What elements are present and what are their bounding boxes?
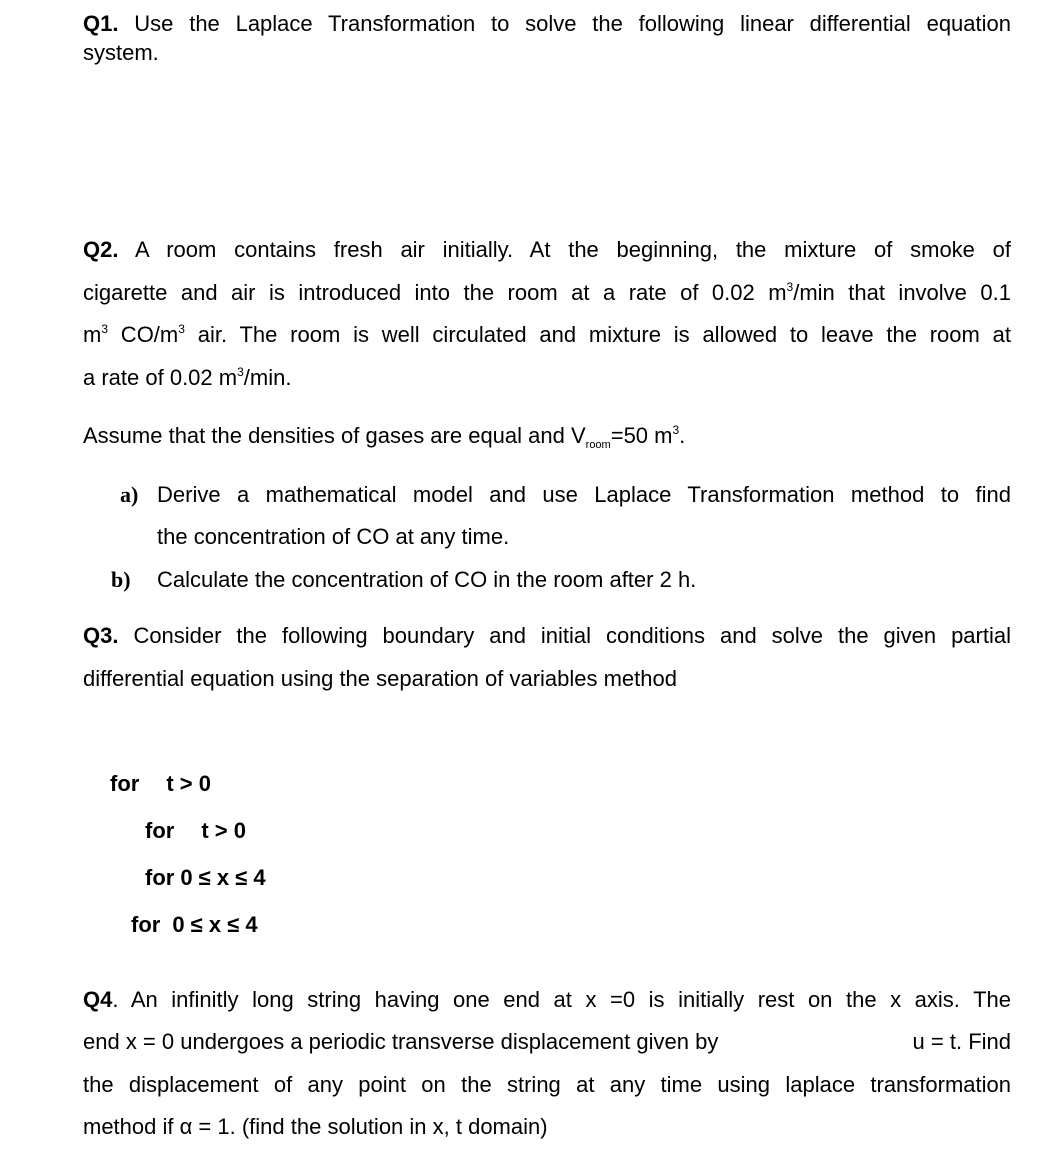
q3-condition-3: for 0 ≤ x ≤ 4 [145, 865, 266, 890]
q2-part-a-line-1: Derive a mathematical model and use Laplace Transformation method to find [157, 482, 1011, 507]
q4-line-2b: u = t. Find [912, 1029, 1011, 1054]
q2-part-b-marker: b) [111, 567, 131, 592]
q4-line-3: the displacement of any point on the string at any time using laplace transformation [83, 1072, 1011, 1097]
q2-assumption: Assume that the densities of gases are equal and $V_{room}=50$ $m^3$. [83, 423, 686, 451]
q4-label: Q4 [83, 987, 113, 1012]
q2-part-b-line-1: Calculate the concentration of CO in the room after 2 h. [157, 567, 697, 592]
q4-line-4: method if α = 1. (find the solution in x, t domain) [83, 1114, 548, 1139]
q3-condition-2: for t > 0 [145, 818, 246, 843]
q3-condition-4: for 0 ≤ x ≤ 4 [131, 912, 258, 937]
q3-label: Q3. [83, 623, 119, 648]
q4-line-1: Q4. An infinitly long string having one end at x =0 is initially rest on the x axis. The [83, 987, 1011, 1012]
q1-line-2: system. [83, 40, 159, 65]
q2-line-1: Q2. A room contains fresh air initially. At the beginning, the mixture of smoke of [83, 237, 1012, 262]
q2-line-3: $m^3$ $CO/m^3$ air. The room is well circulated and mixture is allowed to leave the room at [83, 322, 1011, 347]
q1-line-1: Q1. Use the Laplace Transformation to solve the following linear differential equation [83, 11, 1011, 36]
q3-line-1: Q3. Consider the following boundary and initial conditions and solve the given partial [83, 623, 1011, 648]
q2-label: Q2. [83, 237, 119, 262]
q3-condition-1: for t > 0 [110, 771, 211, 796]
q4-line-2a: end x = 0 undergoes a periodic transverse displacement given by [83, 1029, 719, 1054]
q2-part-a-line-2: the concentration of CO at any time. [157, 524, 510, 549]
q2-line-4: a rate of 0.02 $m^3/\min$. [83, 365, 292, 390]
q2-part-a-marker: a) [120, 482, 139, 507]
q3-line-2: differential equation using the separation of variables method [83, 666, 677, 691]
q2-line-2: cigarette and air is introduced into the room at a rate of 0.02 $m^3/\min$ that involve 0.1 [83, 280, 1011, 305]
q1-label: Q1. [83, 11, 119, 36]
